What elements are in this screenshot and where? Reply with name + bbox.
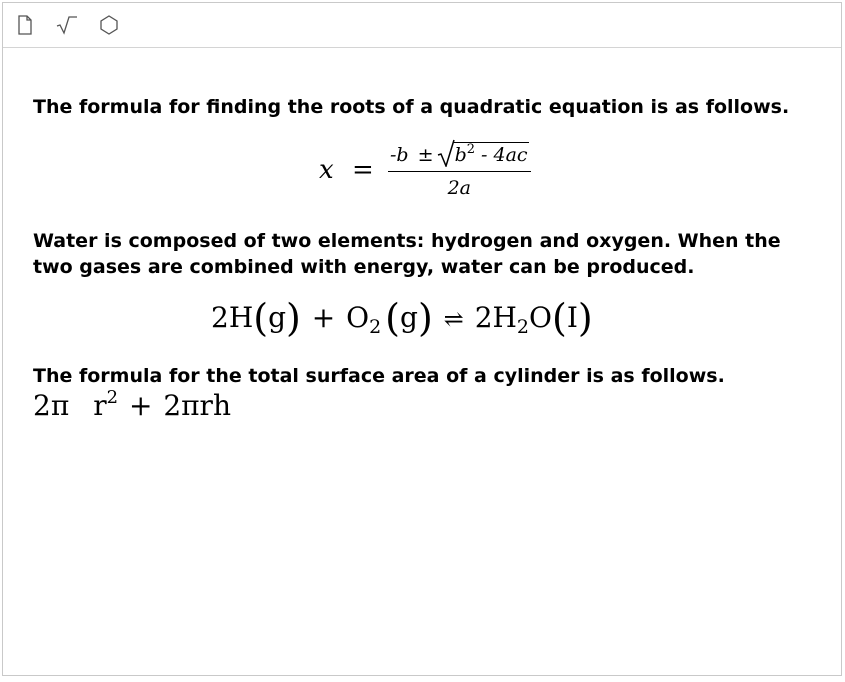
quadratic-formula (319, 142, 531, 200)
plus-sign: + (311, 301, 336, 334)
h-subscript: 2 (516, 316, 530, 338)
square-root (437, 142, 529, 167)
editor-frame (2, 2, 842, 676)
plus-minus: ± (417, 144, 434, 166)
document-icon (17, 15, 33, 35)
state-g2: g (400, 301, 418, 334)
chemical-equation: $2H(g) + O_2$ (g) ⇌ $2H_2O(I)$ (211, 296, 593, 340)
insert-math-button[interactable] (56, 14, 78, 36)
state-l: I (566, 301, 578, 334)
minus-4ac: - 4ac (475, 144, 528, 166)
fraction-numerator (388, 142, 531, 172)
term-2pi: 2π (33, 389, 70, 422)
new-document-button[interactable] (14, 14, 36, 36)
paragraph-quadratic: The formula for finding the roots of a quadratic equation is as follows. (33, 96, 790, 118)
document-content[interactable] (3, 49, 841, 675)
square-root-icon (56, 15, 78, 35)
paragraph-water: Water is composed of two elements: hydrogen and oxygen. When the two gases are combined with energy, water can be produced. (33, 230, 781, 278)
toolbar (3, 3, 841, 48)
hexagon-icon (99, 15, 119, 35)
variable-x: x (319, 155, 334, 185)
exponent: 2 (466, 142, 476, 157)
o-subscript: 2 (369, 316, 382, 338)
equilibrium-arrow: ⇌ (443, 305, 464, 333)
fraction (388, 142, 531, 200)
r-exponent: 2 (106, 387, 119, 408)
term-r: r (93, 389, 107, 422)
state-g1: g (268, 301, 286, 334)
term-o2: O (529, 301, 552, 334)
term-2h2: 2H (474, 301, 517, 334)
term-2pirh: 2πrh (163, 389, 231, 422)
radicand (454, 142, 529, 167)
radical-sign (437, 139, 455, 167)
b-var: b (454, 144, 467, 166)
insert-shape-button[interactable] (98, 14, 120, 36)
plus-sign-2: + (128, 389, 153, 422)
term-2h: 2H (211, 301, 254, 334)
neg-b: -b (390, 144, 409, 166)
term-o: O (346, 301, 370, 334)
fraction-denominator: 2a (447, 177, 471, 199)
paragraph-cylinder: The formula for the total surface area of a cylinder is as follows. (33, 365, 725, 387)
cylinder-formula (33, 389, 231, 422)
equals-sign: = (351, 155, 374, 185)
